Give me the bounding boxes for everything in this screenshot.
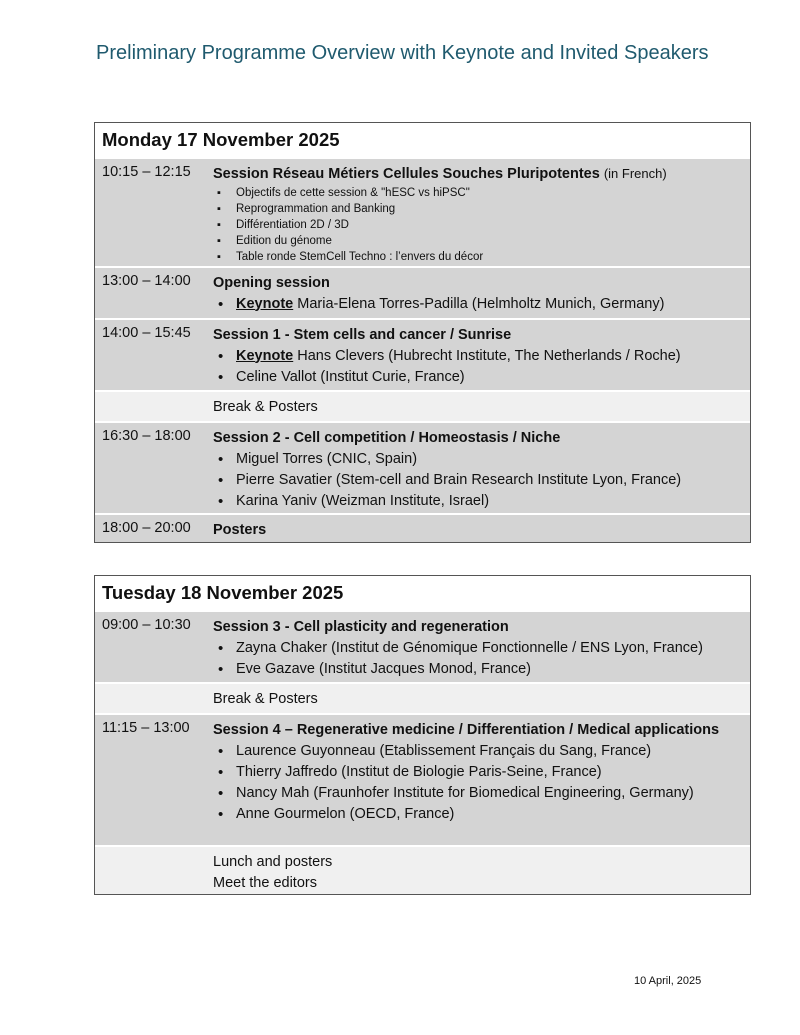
tuesday-schedule xyxy=(94,575,751,895)
session-row xyxy=(95,610,750,682)
speaker-list xyxy=(213,638,744,680)
topic-item: ▪ Reprogrammation and Banking xyxy=(213,201,744,217)
speaker-item xyxy=(213,294,744,315)
topic-item: ▪ Table ronde StemCell Techno : l’envers du décor xyxy=(213,249,744,265)
session-row xyxy=(95,318,750,390)
speaker-item: • Karina Yaniv (Weizman Institute, Israel) xyxy=(213,491,744,512)
keynote-label: Keynote xyxy=(236,347,294,364)
speaker-list xyxy=(213,294,744,315)
topic-item: ▪ Différentiation 2D / 3D xyxy=(213,217,744,233)
break-row xyxy=(95,682,750,713)
speaker-item: • Celine Vallot (Institut Curie, France) xyxy=(213,367,744,388)
break-row xyxy=(95,845,750,894)
session-time: 11:15 – 13:00 xyxy=(102,720,190,736)
speaker-list xyxy=(213,346,744,388)
session-note: (in French) xyxy=(603,166,667,181)
footer-date: 10 April, 2025 xyxy=(634,975,702,987)
speaker-item: • Pierre Savatier (Stem-cell and Brain Research Institute Lyon, France) xyxy=(213,470,744,491)
page-title: Preliminary Programme Overview with Keynote and Invited Speakers xyxy=(96,42,709,64)
keynote-label: Keynote xyxy=(236,295,294,312)
break-label: Break & Posters xyxy=(213,399,318,415)
session-time: 16:30 – 18:00 xyxy=(102,428,191,444)
session-time: 14:00 – 15:45 xyxy=(102,325,191,341)
speaker-list xyxy=(213,449,744,512)
speaker-item: • Zayna Chaker (Institut de Génomique Fonctionnelle / ENS Lyon, France) xyxy=(213,638,744,659)
session-time: 09:00 – 10:30 xyxy=(102,617,191,633)
speaker-item: • Nancy Mah (Fraunhofer Institute for Biomedical Engineering, Germany) xyxy=(213,783,744,804)
session-title: Session Réseau Métiers Cellules Souches Pluripotentes xyxy=(213,166,600,182)
session-time: 13:00 – 14:00 xyxy=(102,273,191,289)
speaker-item: • Eve Gazave (Institut Jacques Monod, France) xyxy=(213,659,744,680)
speaker-item: • Thierry Jaffredo (Institut de Biologie Paris-Seine, France) xyxy=(213,762,744,783)
session-title: Opening session xyxy=(213,275,330,291)
monday-schedule xyxy=(94,122,751,543)
session-title: Session 3 - Cell plasticity and regeneration xyxy=(213,619,509,635)
session-title: Session 1 - Stem cells and cancer / Sunrise xyxy=(213,327,512,343)
break-label: Break & Posters xyxy=(213,691,318,707)
topic-list xyxy=(213,185,744,265)
session-row xyxy=(95,157,750,266)
session-row xyxy=(95,421,750,513)
session-row xyxy=(95,513,750,542)
speaker-name: Hans Clevers (Hubrecht Institute, The Netherlands / Roche) xyxy=(297,347,681,364)
session-title: Session 2 - Cell competition / Homeostasis / Niche xyxy=(213,430,561,446)
speaker-item: • Laurence Guyonneau (Etablissement Français du Sang, France) xyxy=(213,741,744,762)
session-title: Session 4 – Regenerative medicine / Differentiation / Medical applications xyxy=(213,722,720,738)
break-row xyxy=(95,390,750,421)
break-label: Lunch and posters xyxy=(213,854,333,870)
session-row xyxy=(95,266,750,318)
topic-item: ▪ Objectifs de cette session & "hESC vs hiPSC" xyxy=(213,185,744,201)
session-time: 10:15 – 12:15 xyxy=(102,164,191,180)
speaker-list xyxy=(213,741,744,825)
session-time: 18:00 – 20:00 xyxy=(102,520,191,536)
session-row xyxy=(95,713,750,845)
break-label: Meet the editors xyxy=(213,874,317,891)
speaker-item: • Miguel Torres (CNIC, Spain) xyxy=(213,449,744,470)
day-heading: Monday 17 November 2025 xyxy=(102,129,340,150)
day-heading: Tuesday 18 November 2025 xyxy=(102,582,344,603)
speaker-item: • Anne Gourmelon (OECD, France) xyxy=(213,804,744,825)
speaker-name: Maria-Elena Torres-Padilla (Helmholtz Munich, Germany) xyxy=(297,295,665,312)
session-title: Posters xyxy=(213,522,267,538)
topic-item: ▪ Edition du génome xyxy=(213,233,744,249)
speaker-item xyxy=(213,346,744,367)
